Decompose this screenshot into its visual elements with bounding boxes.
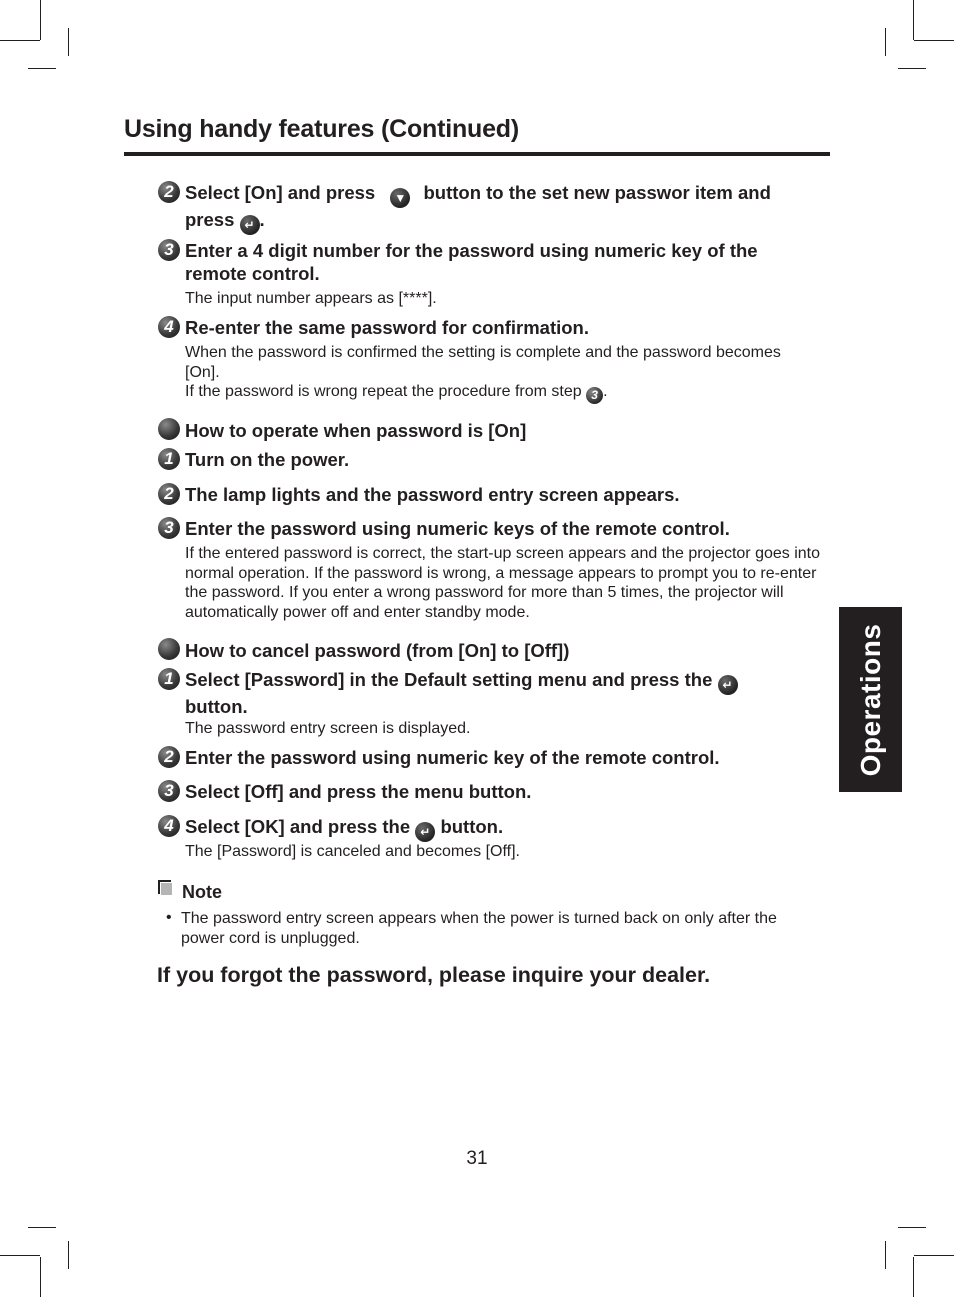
note-icon: [158, 880, 173, 896]
section-heading-operate: How to operate when password is [On]: [185, 420, 527, 441]
crop-mark: [40, 0, 41, 40]
step-number-4: 4: [158, 815, 180, 837]
crop-mark: [68, 1241, 69, 1269]
step-text: Select [Password] in the Default setting menu and press the: [185, 669, 713, 690]
enter-icon: ↵: [718, 675, 738, 695]
note-title: Note: [182, 882, 222, 902]
crop-mark: [68, 28, 69, 56]
step-number-1: 1: [158, 668, 180, 690]
crop-mark: [898, 68, 926, 69]
step-operate-3-detail: If the entered password is correct, the start-up screen appears and the projector goes into normal operation. If the password is wrong, a message appears to prompt you to re-enter the password. If you enter a wrong password for more than 5 times, the projector will automatically power off and enter standby mode.: [185, 545, 821, 621]
step-cancel-2: Enter the password using numeric key of the remote control.: [185, 747, 720, 768]
step-number-2: 2: [158, 181, 180, 203]
crop-mark: [898, 1227, 926, 1228]
step-text: button to the set new passwor item and: [423, 182, 771, 203]
step-text: button.: [185, 696, 248, 717]
section-heading-cancel: How to cancel password (from [On] to [Off]): [185, 640, 570, 661]
crop-mark: [0, 40, 40, 41]
step-3-ref-icon: 3: [586, 387, 603, 404]
crop-mark: [0, 1255, 40, 1256]
title-underline: [124, 152, 830, 156]
detail-line: When the password is confirmed the setting is complete and the password becomes [On].: [185, 344, 781, 381]
step-text: button.: [440, 816, 504, 837]
step-cancel-1: [185, 668, 815, 718]
step-number-3: 3: [158, 239, 180, 261]
crop-mark: [913, 0, 914, 40]
step-number-1: 1: [158, 448, 180, 470]
crop-mark: [914, 40, 954, 41]
step-set-2: [185, 181, 815, 235]
step-cancel-1-detail: The password entry screen is displayed.: [185, 720, 471, 737]
dealer-message: If you forgot the password, please inquire your dealer.: [157, 963, 711, 987]
crop-mark: [913, 1257, 914, 1297]
crop-mark: [40, 1257, 41, 1297]
step-set-4: Re-enter the same password for confirmation.: [185, 317, 590, 338]
step-cancel-3: Select [Off] and press the menu button.: [185, 781, 532, 802]
step-number-3: 3: [158, 780, 180, 802]
crop-mark: [28, 1227, 56, 1228]
step-text: Select [OK] and press the: [185, 816, 411, 837]
step-set-3: Enter a 4 digit number for the password using numeric key of the remote control.: [185, 240, 758, 284]
step-set-4-detail: [185, 343, 795, 404]
crop-mark: [914, 1255, 954, 1256]
step-number-4: 4: [158, 316, 180, 338]
crop-mark: [885, 1241, 886, 1269]
detail-text: If the password is wrong repeat the procedure from step: [185, 383, 582, 400]
step-number-2: 2: [158, 483, 180, 505]
step-cancel-4: [185, 815, 815, 842]
side-tab: [839, 607, 902, 792]
note-bullet-text: The password entry screen appears when the power is turned back on only after the power cord is unplugged.: [181, 910, 777, 947]
side-tab-label: Operations: [854, 623, 886, 776]
detail-text: .: [603, 383, 608, 400]
page-number: 31: [466, 1148, 488, 1169]
section-bullet-icon: [158, 418, 180, 440]
page-title: Using handy features (Continued): [124, 115, 520, 143]
step-cancel-4-detail: The [Password] is canceled and becomes [Off].: [185, 843, 520, 860]
bullet-icon: •: [166, 909, 172, 926]
crop-mark: [28, 68, 56, 69]
crop-mark: [885, 28, 886, 56]
step-operate-3: Enter the password using numeric keys of the remote control.: [185, 518, 730, 539]
step-set-3-detail: The input number appears as [****].: [185, 290, 437, 307]
step-text: .: [259, 209, 265, 230]
section-bullet-icon: [158, 638, 180, 660]
step-operate-2: The lamp lights and the password entry screen appears.: [185, 484, 680, 505]
step-text: Select [On] and press: [185, 182, 376, 203]
enter-icon: ↵: [415, 822, 435, 842]
detail-line: [185, 382, 795, 404]
step-text: press: [185, 209, 235, 230]
down-arrow-icon: ▼: [390, 188, 410, 208]
step-number-2: 2: [158, 746, 180, 768]
enter-icon: ↵: [240, 215, 260, 235]
step-operate-1: Turn on the power.: [185, 449, 350, 470]
step-number-3: 3: [158, 517, 180, 539]
